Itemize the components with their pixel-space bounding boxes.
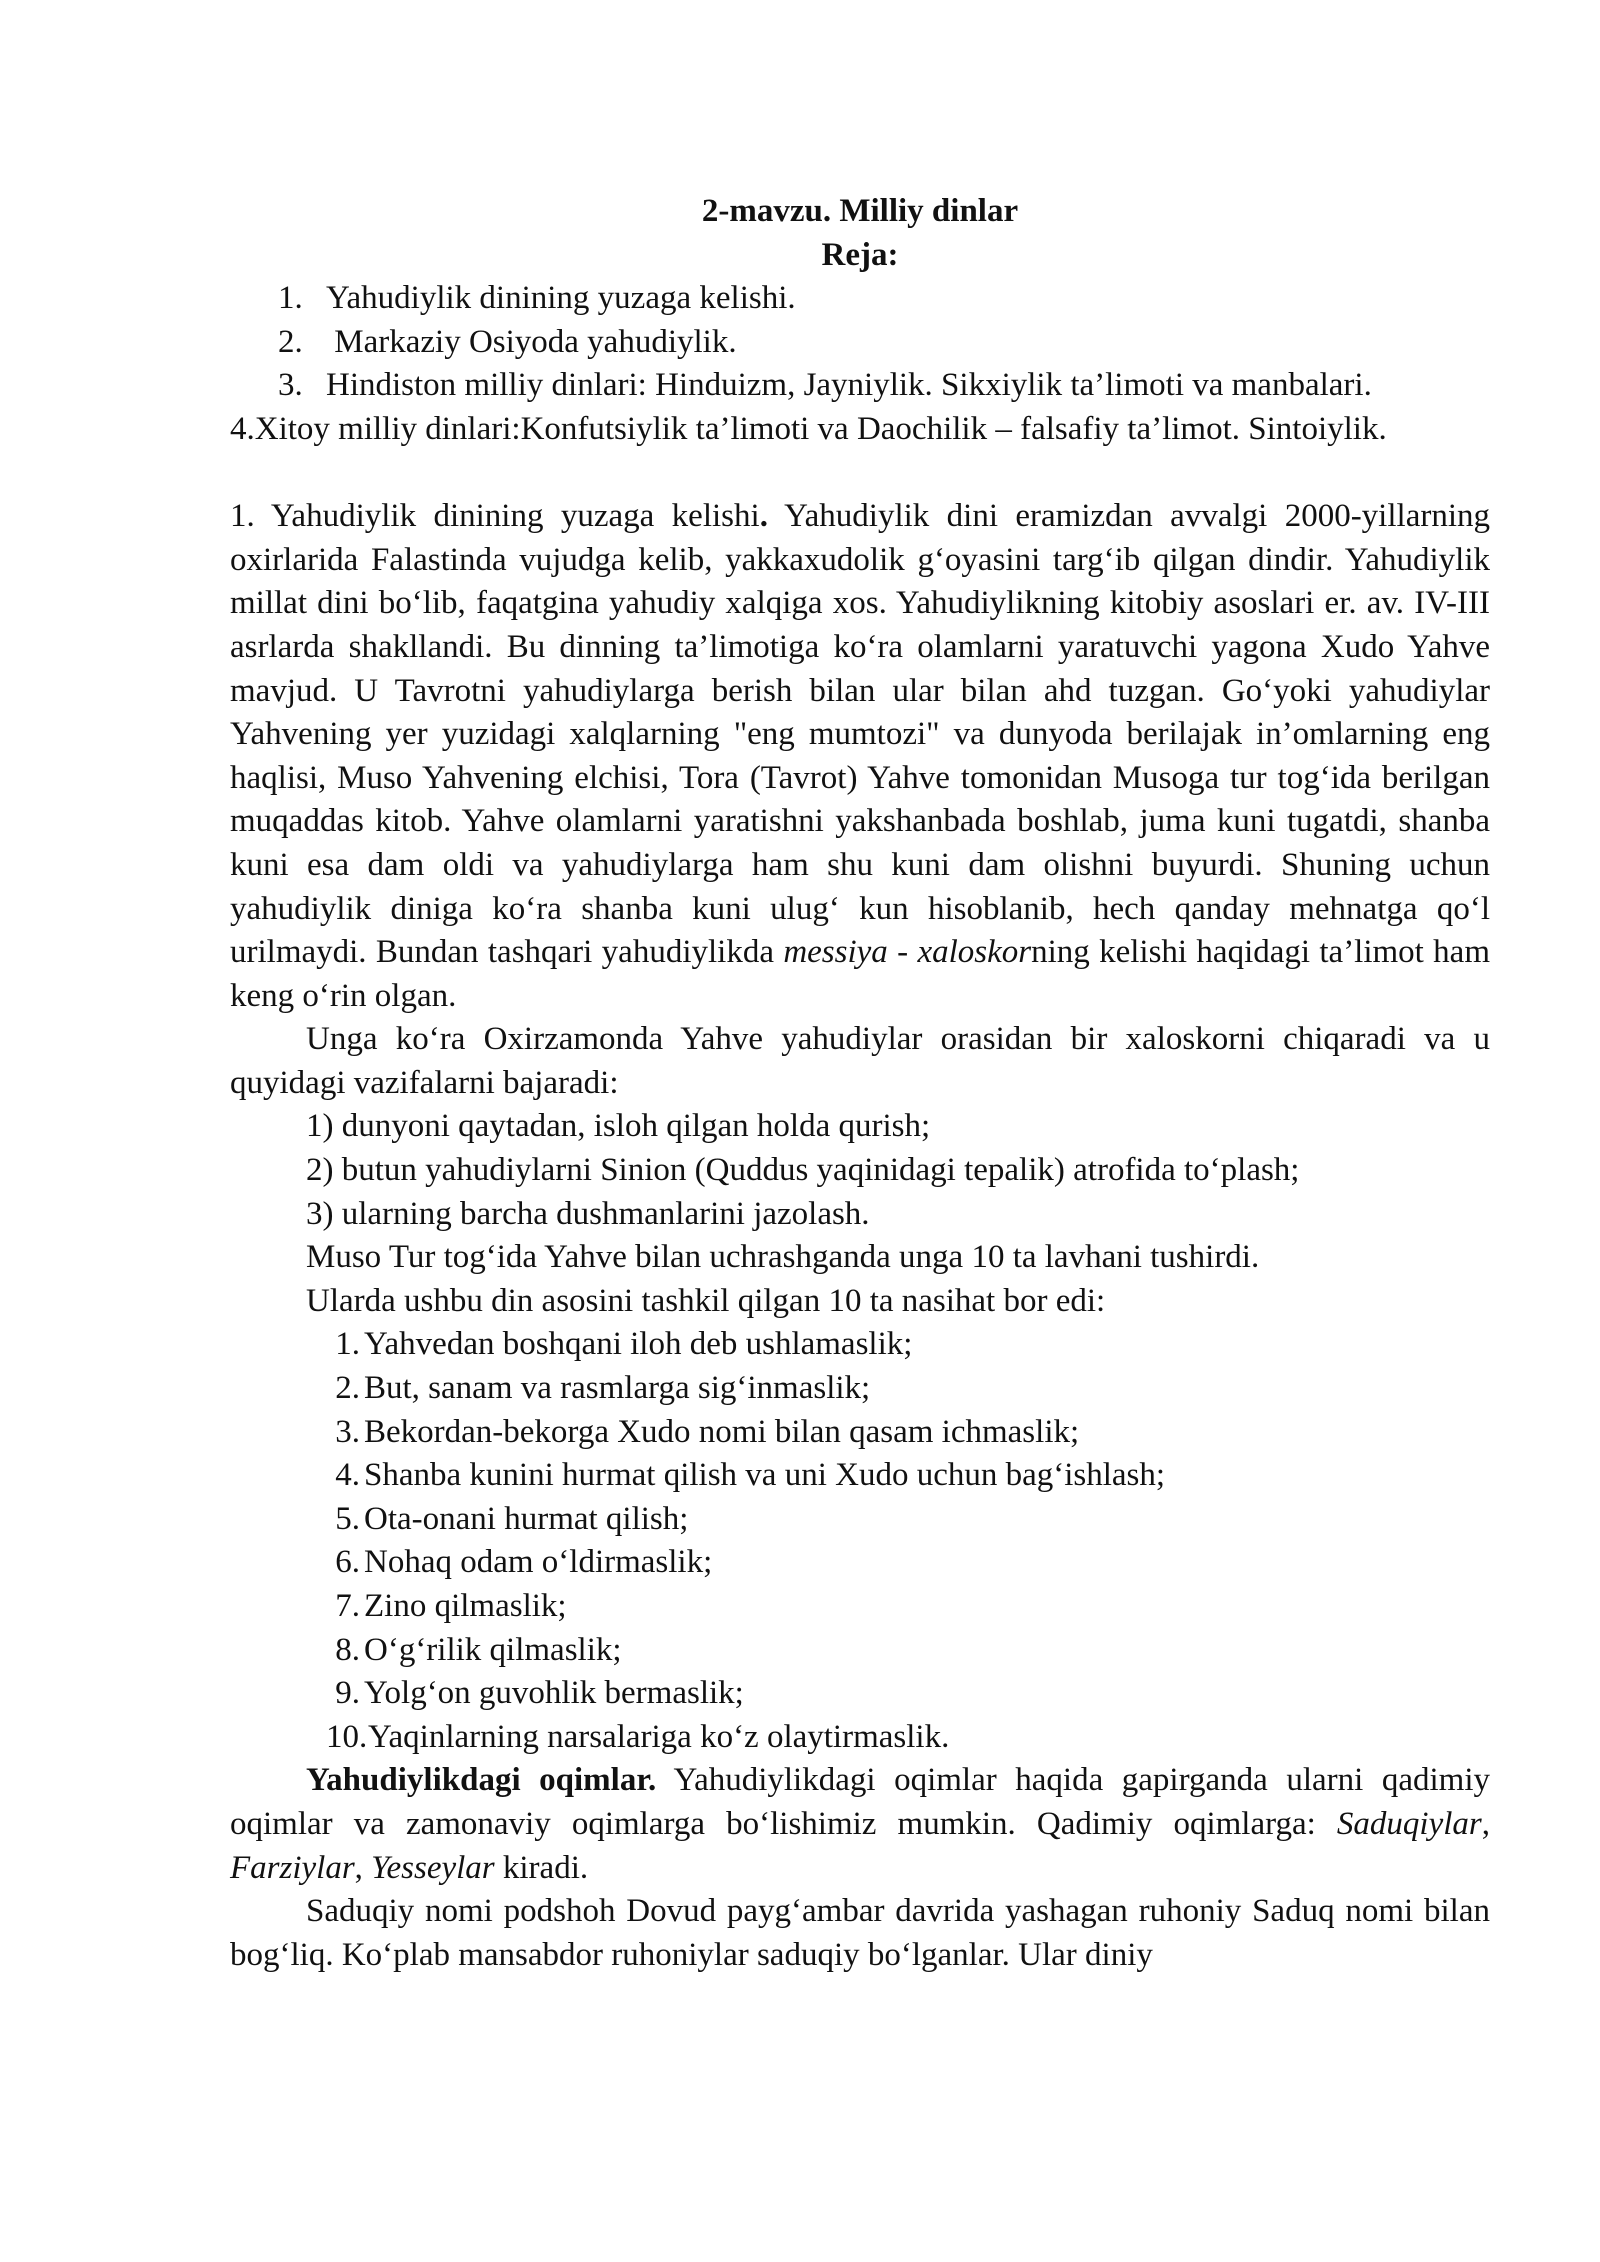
commandment-text: But, sanam va rasmlarga sig‘inmaslik;	[364, 1370, 871, 1407]
commandment-number: 4.	[335, 1457, 360, 1494]
oqimlar-heading: Yahudiylikdagi oqimlar.	[306, 1762, 657, 1799]
farziylar-term: Farziylar	[230, 1849, 355, 1886]
plan-item-text: Hindiston milliy dinlari: Hinduizm, Jayniylik. Sikxiylik ta’limoti va manbalari.	[326, 367, 1372, 404]
spacer	[230, 452, 1490, 496]
commandment-text: Ota-onani hurmat qilish;	[364, 1500, 689, 1537]
commandment-number: 10.	[326, 1718, 368, 1755]
commandment-text: Yaqinlarning narsalariga ko‘z olaytirmaslik.	[368, 1718, 950, 1755]
commandment-item	[326, 1585, 1490, 1629]
task-item: 1) dunyoni qaytadan, isloh qilgan holda qurish;	[306, 1108, 931, 1145]
commandment-text: Bekordan-bekorga Xudo nomi bilan qasam ichmaslik;	[364, 1413, 1080, 1450]
commandment-item	[326, 1498, 1490, 1542]
section-1-text: Yahudiylik dini eramizdan avvalgi 2000-yillarning oxirlarida Falastinda vujudga kelib, yakkaxudolik g‘oyasini targ‘ib qilgan dindir. Yahudiylik millat dini bo‘lib, faqatgina yahudiy xalqiga xos. Yahudiylikning kitobiy asoslari er. av. IV-III asrlarda shakllandi. Bu dinning ta’limotiga ko‘ra olamlarni yaratuvchi yagona Xudo Yahve mavjud. U Tavrotni yahudiylarga berish bilan ular bilan ahd tuzgan. Go‘yoki yahudiylar Yahvening yer yuzidagi xalqlarning "eng mumtozi" va dunyoda berilajak in’omlarning eng haqlisi, Muso Yahvening elchisi, Tora (Tavrot) Yahve tomonidan Musoga tur tog‘ida berilgan muqaddas kitob. Yahve olamlarni yaratishni yakshanbada boshlab, juma kuni tugatdi, shanba kuni esa dam oldi va yahudiylarga ham shu kuni dam olishni buyurdi. Shuning uchun yahudiylik diniga ko‘ra shanba kuni ulug‘ kun hisoblanib, hech qanday mehnatga qo‘l urilmaydi. Bundan tashqari yahudiylikda	[230, 498, 1490, 971]
commandment-number: 3.	[335, 1413, 360, 1450]
commandment-number: 1.	[335, 1326, 360, 1363]
tasks-list	[230, 1105, 1490, 1323]
saduqiy-paragraph: Saduqiy nomi podshoh Dovud payg‘ambar davrida yashagan ruhoniy Saduq nomi bilan bog‘liq. Ko‘plab mansabdor ruhoniylar saduqiy bo‘lganlar. Ular diniy	[230, 1893, 1490, 1973]
commandment-number: 5.	[335, 1500, 360, 1537]
commandment-text: Zino qilmaslik;	[364, 1588, 567, 1624]
plan-item-text: Markaziy Osiyoda yahudiylik.	[326, 323, 737, 360]
plan-item-number: 2.	[278, 323, 303, 360]
oqimlar-separator: ,	[1481, 1805, 1490, 1842]
commandment-text: Nohaq odam o‘ldirmaslik;	[364, 1544, 713, 1581]
oxirzamon-paragraph: Unga ko‘ra Oxirzamonda Yahve yahudiylar orasidan bir xaloskorni chiqaradi va u quyidagi vazifalarni bajaradi:	[230, 1021, 1490, 1101]
commandment-text: Yolg‘on guvohlik bermaslik;	[364, 1675, 744, 1712]
commandment-number: 9.	[335, 1675, 360, 1712]
section-1-tail: ning kelishi haqidagi ta’limot ham keng o‘rin olgan.	[230, 934, 1491, 1014]
commandment-item	[326, 1716, 1490, 1760]
muso-line: Muso Tur tog‘ida Yahve bilan uchrashganda unga 10 ta lavhani tushirdi.	[306, 1239, 1260, 1276]
plan-item-number: 1.	[278, 280, 303, 317]
yesseylar-term: Yesseylar	[371, 1849, 495, 1886]
plan-item-number: 3.	[278, 367, 303, 404]
oqimlar-tail: kiradi.	[494, 1849, 589, 1886]
plan-item	[230, 364, 1490, 408]
oqimlar-separator: ,	[354, 1849, 372, 1886]
commandment-item	[326, 1411, 1490, 1455]
plan-item	[230, 321, 1490, 365]
commandment-number: 7.	[335, 1588, 360, 1624]
section-1-heading-dot: .	[759, 498, 768, 535]
commandment-number: 8.	[335, 1631, 360, 1668]
ularda-line: Ularda ushbu din asosini tashkil qilgan 10 ta nasihat bor edi:	[306, 1282, 1106, 1319]
commandment-item	[326, 1367, 1490, 1411]
commandment-text: O‘g‘rilik qilmaslik;	[364, 1631, 622, 1668]
commandment-text: Shanba kunini hurmat qilish va uni Xudo uchun bag‘ishlash;	[364, 1457, 1166, 1494]
task-item: 2) butun yahudiylarni Sinion (Quddus yaqinidagi tepalik) atrofida to‘plash;	[306, 1152, 1300, 1189]
commandment-item	[326, 1323, 1490, 1367]
saduqiylar-term: Saduqiylar	[1336, 1805, 1482, 1842]
plan-item-text: Yahudiylik dinining yuzaga kelishi.	[326, 280, 796, 317]
document-page	[230, 190, 1490, 1977]
commandment-item	[326, 1541, 1490, 1585]
commandment-number: 2.	[335, 1370, 360, 1407]
section-1-heading: 1. Yahudiylik dinining yuzaga kelishi	[230, 498, 760, 535]
plan-heading: Reja:	[821, 236, 899, 273]
plan-item	[230, 277, 1490, 321]
messiya-term: messiya - xaloskor	[783, 934, 1032, 971]
commandment-text: Yahvedan boshqani iloh deb ushlamaslik;	[364, 1326, 913, 1363]
commandment-number: 6.	[335, 1544, 360, 1581]
commandment-item	[326, 1672, 1490, 1716]
plan-list	[230, 277, 1490, 408]
plan-item-4: 4.Xitoy milliy dinlari:Konfutsiylik ta’limoti va Daochilik – falsafiy ta’limot. Sintoiylik.	[230, 410, 1387, 447]
oqimlar-text: Yahudiylikdagi oqimlar haqida gapirganda ularni qadimiy oqimlar va zamonaviy oqimlarga bo‘lishimiz mumkin. Qadimiy oqimlarga:	[230, 1762, 1490, 1842]
commandments-list	[230, 1323, 1490, 1759]
page-title: 2-mavzu. Milliy dinlar	[701, 193, 1019, 229]
commandment-item	[326, 1454, 1490, 1498]
commandment-item	[326, 1629, 1490, 1673]
oqimlar-paragraph	[230, 1759, 1490, 1890]
section-1-paragraph	[230, 495, 1490, 1018]
task-item: 3) ularning barcha dushmanlarini jazolash.	[306, 1195, 870, 1232]
